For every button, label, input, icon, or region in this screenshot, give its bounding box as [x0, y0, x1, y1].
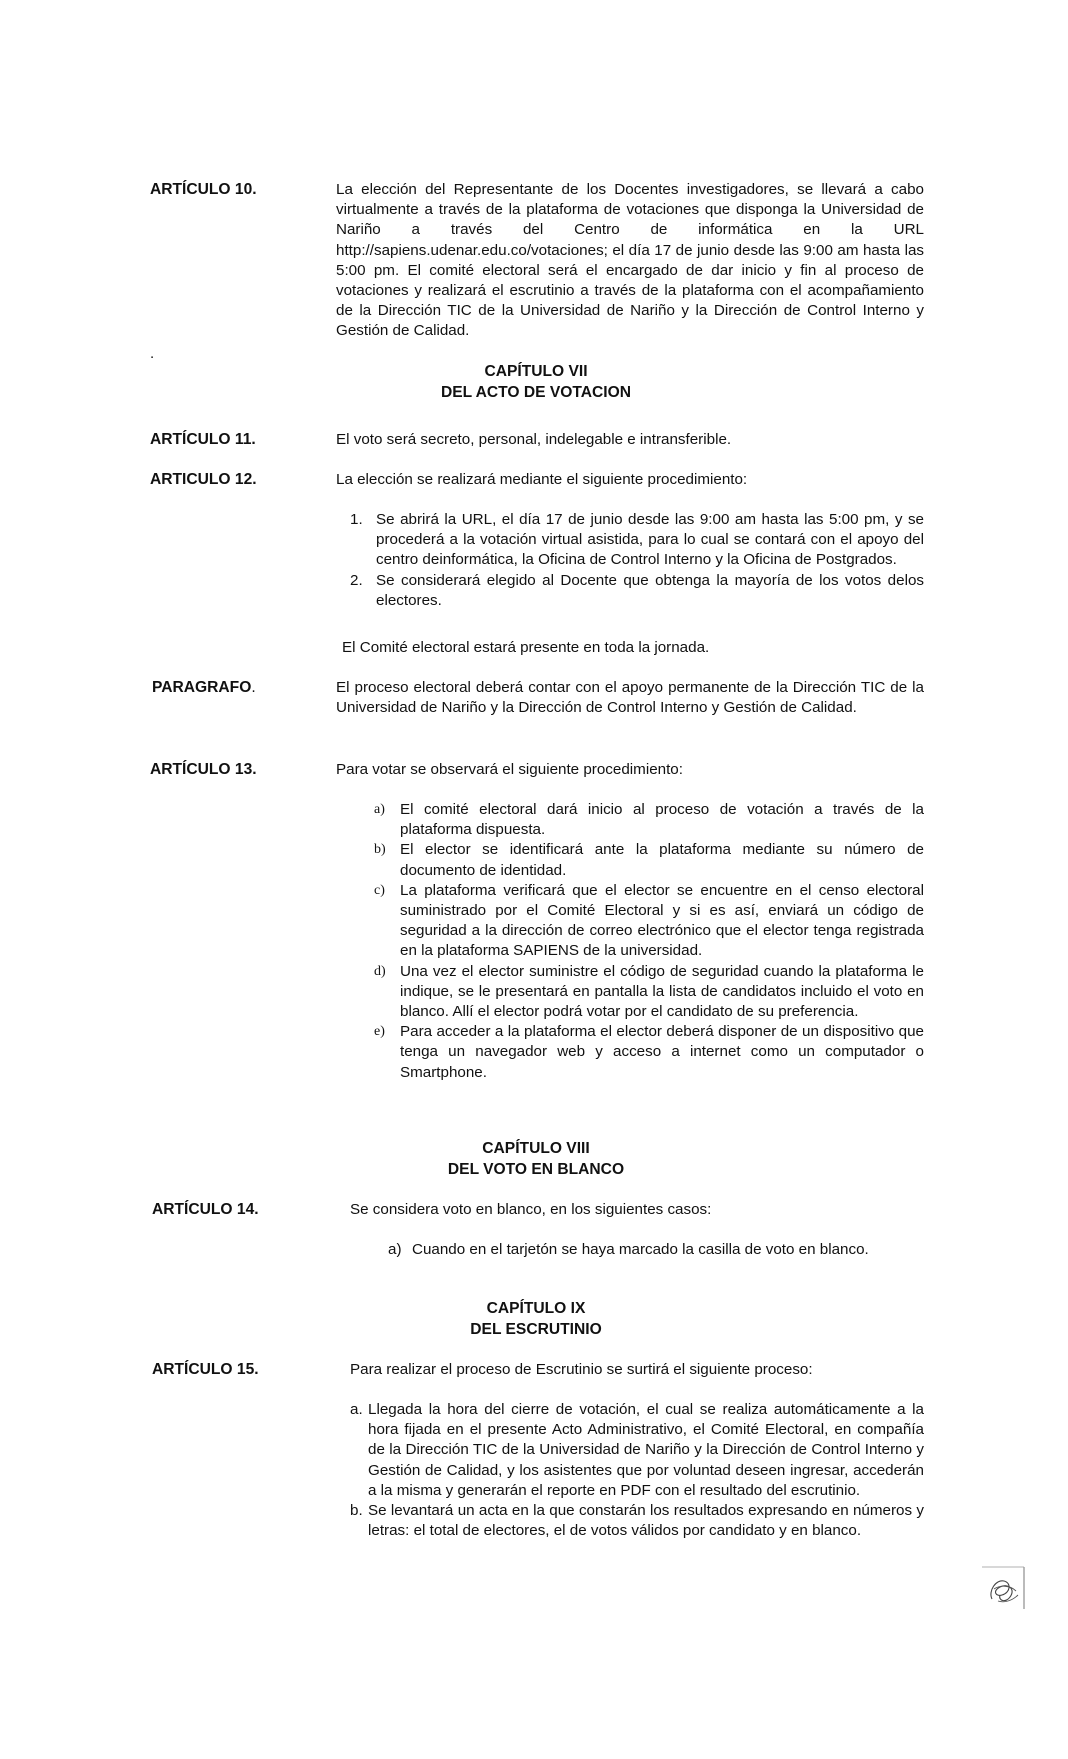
paragrafo-text: El proceso electoral deberá contar con el apoyo permanente de la Dirección TIC de la Universidad de Nariño y la Dirección de Control Interno y Gestión de Calidad.	[336, 679, 924, 717]
chapter-7-title: CAPÍTULO VII	[484, 363, 588, 380]
paragrafo-label	[152, 678, 256, 698]
article-12-list	[350, 510, 924, 611]
article-14-text: Se considera voto en blanco, en los siguientes casos:	[350, 1201, 712, 1218]
signature-initials-icon	[980, 1565, 1026, 1611]
list-item	[350, 510, 924, 571]
article-11-text: El voto será secreto, personal, indelegable e intransferible.	[336, 431, 732, 448]
list-marker: a)	[388, 1241, 402, 1258]
list-item	[350, 1400, 924, 1501]
list-marker: c)	[374, 882, 385, 898]
list-marker: 1.	[350, 511, 363, 528]
stray-dot: .	[150, 345, 155, 362]
list-item	[374, 800, 924, 840]
list-marker: a.	[350, 1401, 363, 1418]
list-marker: b)	[374, 842, 386, 858]
list-item-text: Llegada la hora del cierre de votación, el cual se realiza automáticamente a la hora fijada en el presente Acto Administrativo, el Comité Electoral, en compañía de la Dirección TIC de la Universidad de Nariño y la Dirección de Control Interno y Gestión de Calidad, y los asistentes que por voluntad deseen ingresar, accederán a la misma y generarán el reporte en PDF con el resultado del escrutinio.	[368, 1401, 924, 1499]
article-12-text: La elección se realizará mediante el siguiente procedimiento:	[336, 471, 748, 488]
list-item	[374, 881, 924, 962]
chapter-8-title: CAPÍTULO VIII	[482, 1140, 590, 1157]
chapter-7-subtitle: DEL ACTO DE VOTACION	[440, 384, 632, 401]
article-15-label: ARTÍCULO 15.	[152, 1361, 259, 1378]
list-item-text: Se levantará un acta en la que constarán los resultados expresando en números y letras: el total de electores, el de votos válidos por candidato y en blanco.	[368, 1502, 924, 1540]
article-13-text: Para votar se observará el siguiente procedimiento:	[336, 761, 683, 778]
article-13-label: ARTÍCULO 13.	[150, 761, 257, 778]
list-item	[374, 1022, 924, 1083]
chapter-8-subtitle: DEL VOTO EN BLANCO	[447, 1161, 625, 1178]
list-marker: 2.	[350, 571, 363, 589]
list-item-text: Se considerará elegido al Docente que obtenga la mayoría de los votos delos electores.	[376, 571, 924, 609]
article-14-list	[388, 1240, 928, 1260]
article-15-text: Para realizar el proceso de Escrutinio se surtirá el siguiente proceso:	[350, 1361, 813, 1378]
list-item-text: Se abrirá la URL, el día 17 de junio desde las 9:00 am hasta las 5:00 pm, y se procederá a la votación virtual asistida, para lo cual se contará con el apoyo del centro deinformática, la Oficina de Control Interno y la Oficina de Postgrados.	[376, 511, 924, 569]
article-14-label: ARTÍCULO 14.	[152, 1201, 259, 1218]
list-marker: d)	[374, 963, 386, 979]
article-11-label: ARTÍCULO 11.	[150, 431, 256, 448]
list-item	[350, 1501, 924, 1541]
paragrafo-label-dot: .	[251, 679, 256, 696]
article-13-list	[374, 800, 924, 1083]
article-12-label: ARTICULO 12.	[150, 471, 257, 488]
list-item-text: La plataforma verificará que el elector se encuentre en el censo electoral suministrado por el Comité Electoral y si es así, enviará un código de seguridad a la dirección de correo electrónico que el elector tenga registrada en la plataforma SAPIENS de la universidad.	[400, 881, 924, 960]
list-item	[374, 962, 924, 1023]
list-item	[374, 840, 924, 880]
list-marker: a)	[374, 802, 385, 817]
list-item-text: Una vez el elector suministre el código de seguridad cuando la plataforma le indique, se le presentará en pantalla la lista de candidatos incluido el voto en blanco. Allí el elector podrá votar por el candidato de su preferencia.	[400, 962, 924, 1021]
chapter-9-subtitle: DEL ESCRUTINIO	[470, 1321, 602, 1338]
list-item-text: El comité electoral dará inicio al proceso de votación a través de la plataforma dispuesta.	[400, 801, 924, 839]
list-marker: e)	[374, 1024, 385, 1040]
list-item-text: Cuando en el tarjetón se haya marcado la casilla de voto en blanco.	[412, 1241, 869, 1258]
list-item	[350, 571, 924, 611]
article-10-label: ARTÍCULO 10.	[150, 181, 257, 198]
list-item-text: El elector se identificará ante la plataforma mediante su número de documento de identidad.	[400, 841, 924, 879]
article-12-note: El Comité electoral estará presente en toda la jornada.	[342, 639, 710, 656]
article-15-list	[350, 1400, 924, 1541]
paragrafo-label-text: PARAGRAFO	[152, 679, 252, 696]
list-marker: b.	[350, 1502, 363, 1520]
list-item-text: Para acceder a la plataforma el elector deberá disponer de un dispositivo que tenga un navegador web y acceso a internet como un computador o Smartphone.	[400, 1023, 924, 1081]
article-10-text: La elección del Representante de los Docentes investigadores, se llevará a cabo virtualmente a través de la plataforma de votaciones que disponga la Universidad de Nariño a través del Centro de informática en la URL http://sapiens.udenar.edu.co/votaciones; el día 17 de junio desde las 9:00 am hasta las 5:00 pm. El comité electoral será el encargado de dar inicio y fin al proceso de votaciones y realizará el escrutinio a través de la plataforma con el acompañamiento de la Dirección TIC de la Universidad de Nariño y la Dirección de Control Interno y Gestión de Calidad.	[336, 181, 924, 340]
list-item	[388, 1240, 928, 1260]
chapter-9-title: CAPÍTULO IX	[486, 1300, 586, 1317]
